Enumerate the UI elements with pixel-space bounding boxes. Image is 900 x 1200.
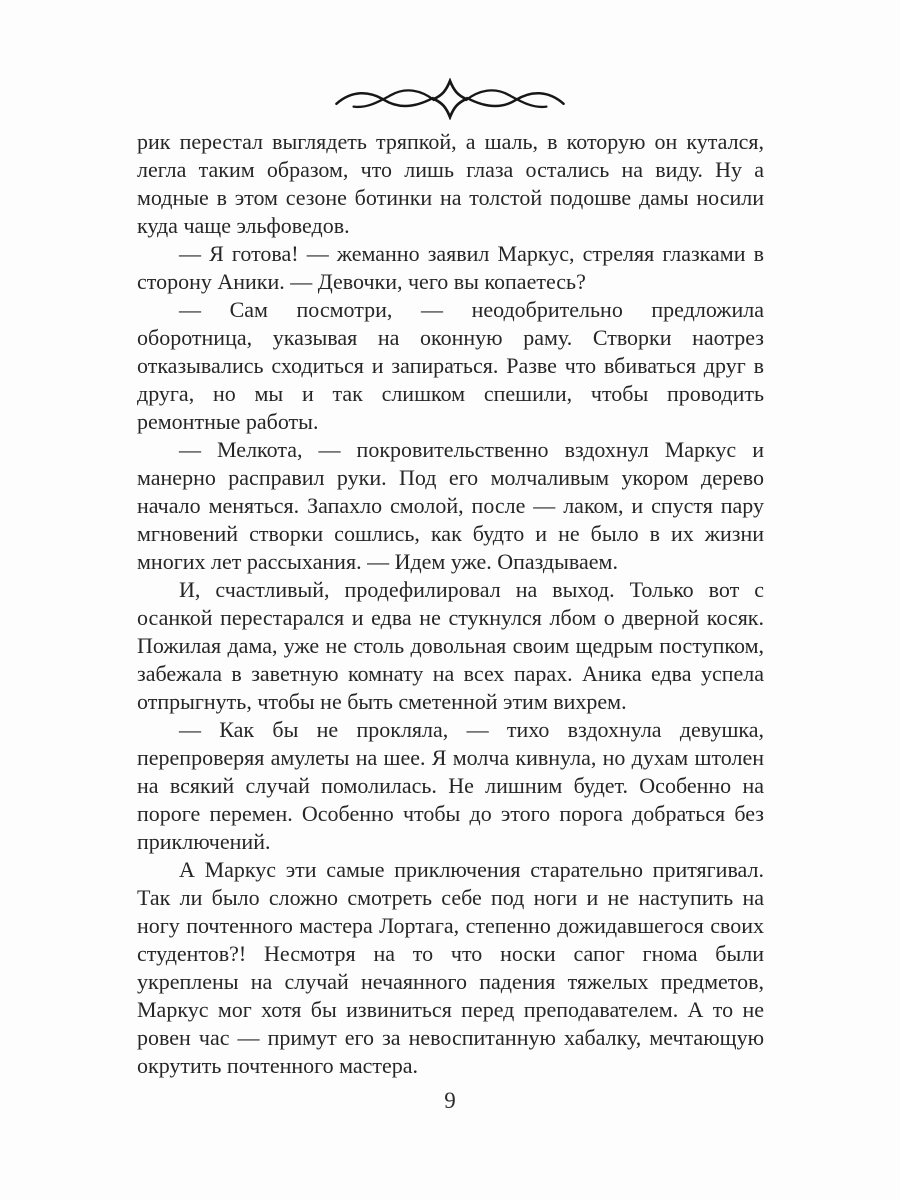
chapter-divider <box>0 78 900 125</box>
divider-flourish-icon <box>327 107 573 124</box>
paragraph: — Как бы не прокляла, — тихо вздохнула девушка, перепроверяя амулеты на шее. Я молча кивнула, но духам штолен на всякий случай помолилась. Не лишним будет. Особенно на пороге перемен. Особенно чтобы до этого порога добраться без приключений. <box>137 717 764 854</box>
body-text <box>137 128 764 1080</box>
paragraph: — Сам посмотри, — неодобрительно предложила оборотница, указывая на оконную раму. Створки наотрез отказывались сходиться и запираться. Разве что вбиваться друг в друга, но мы и так слишком спешили, чтобы проводить ремонтные работы. <box>137 297 764 434</box>
paragraph: И, счастливый, продефилировал на выход. Только вот с осанкой перестарался и едва не стукнулся лбом о дверной косяк. Пожилая дама, уже не столь довольная своим щедрым поступком, забежала в заветную комнату на всех парах. Аника едва успела отпрыгнуть, чтобы не быть сметенной этим вихрем. <box>137 577 764 714</box>
paragraph: А Маркус эти самые приключения старательно притягивал. Так ли было сложно смотреть себе под ноги и не наступить на ногу почтенного мастера Лортага, степенно дожидавшегося своих студентов?! Несмотря на то что носки сапог гнома были укреплены на случай нечаянного падения тяжелых предметов, Маркус мог хотя бы извиниться перед преподавателем. А то не ровен час — примут его за невоспитанную хабалку, мечтающую окрутить почтенного мастера. <box>137 857 764 1078</box>
paragraph: — Мелкота, — покровительственно вздохнул Маркус и манерно расправил руки. Под его молчаливым укором дерево начало меняться. Запахло смолой, после — лаком, и спустя пару мгновений створки сошлись, как будто и не было в их жизни многих лет рассыхания. — Идем уже. Опаздываем. <box>137 437 764 574</box>
page-number: 9 <box>444 1088 456 1113</box>
paragraph: — Я готова! — жеманно заявил Маркус, стреляя глазками в сторону Аники. — Девочки, чего вы копаетесь? <box>137 241 764 294</box>
paragraph: рик перестал выглядеть тряпкой, а шаль, в которую он кутался, легла таким образом, что лишь глаза остались на виду. Ну а модные в этом сезоне ботинки на толстой подошве дамы носили куда чаще эльфоведов. <box>137 129 764 238</box>
